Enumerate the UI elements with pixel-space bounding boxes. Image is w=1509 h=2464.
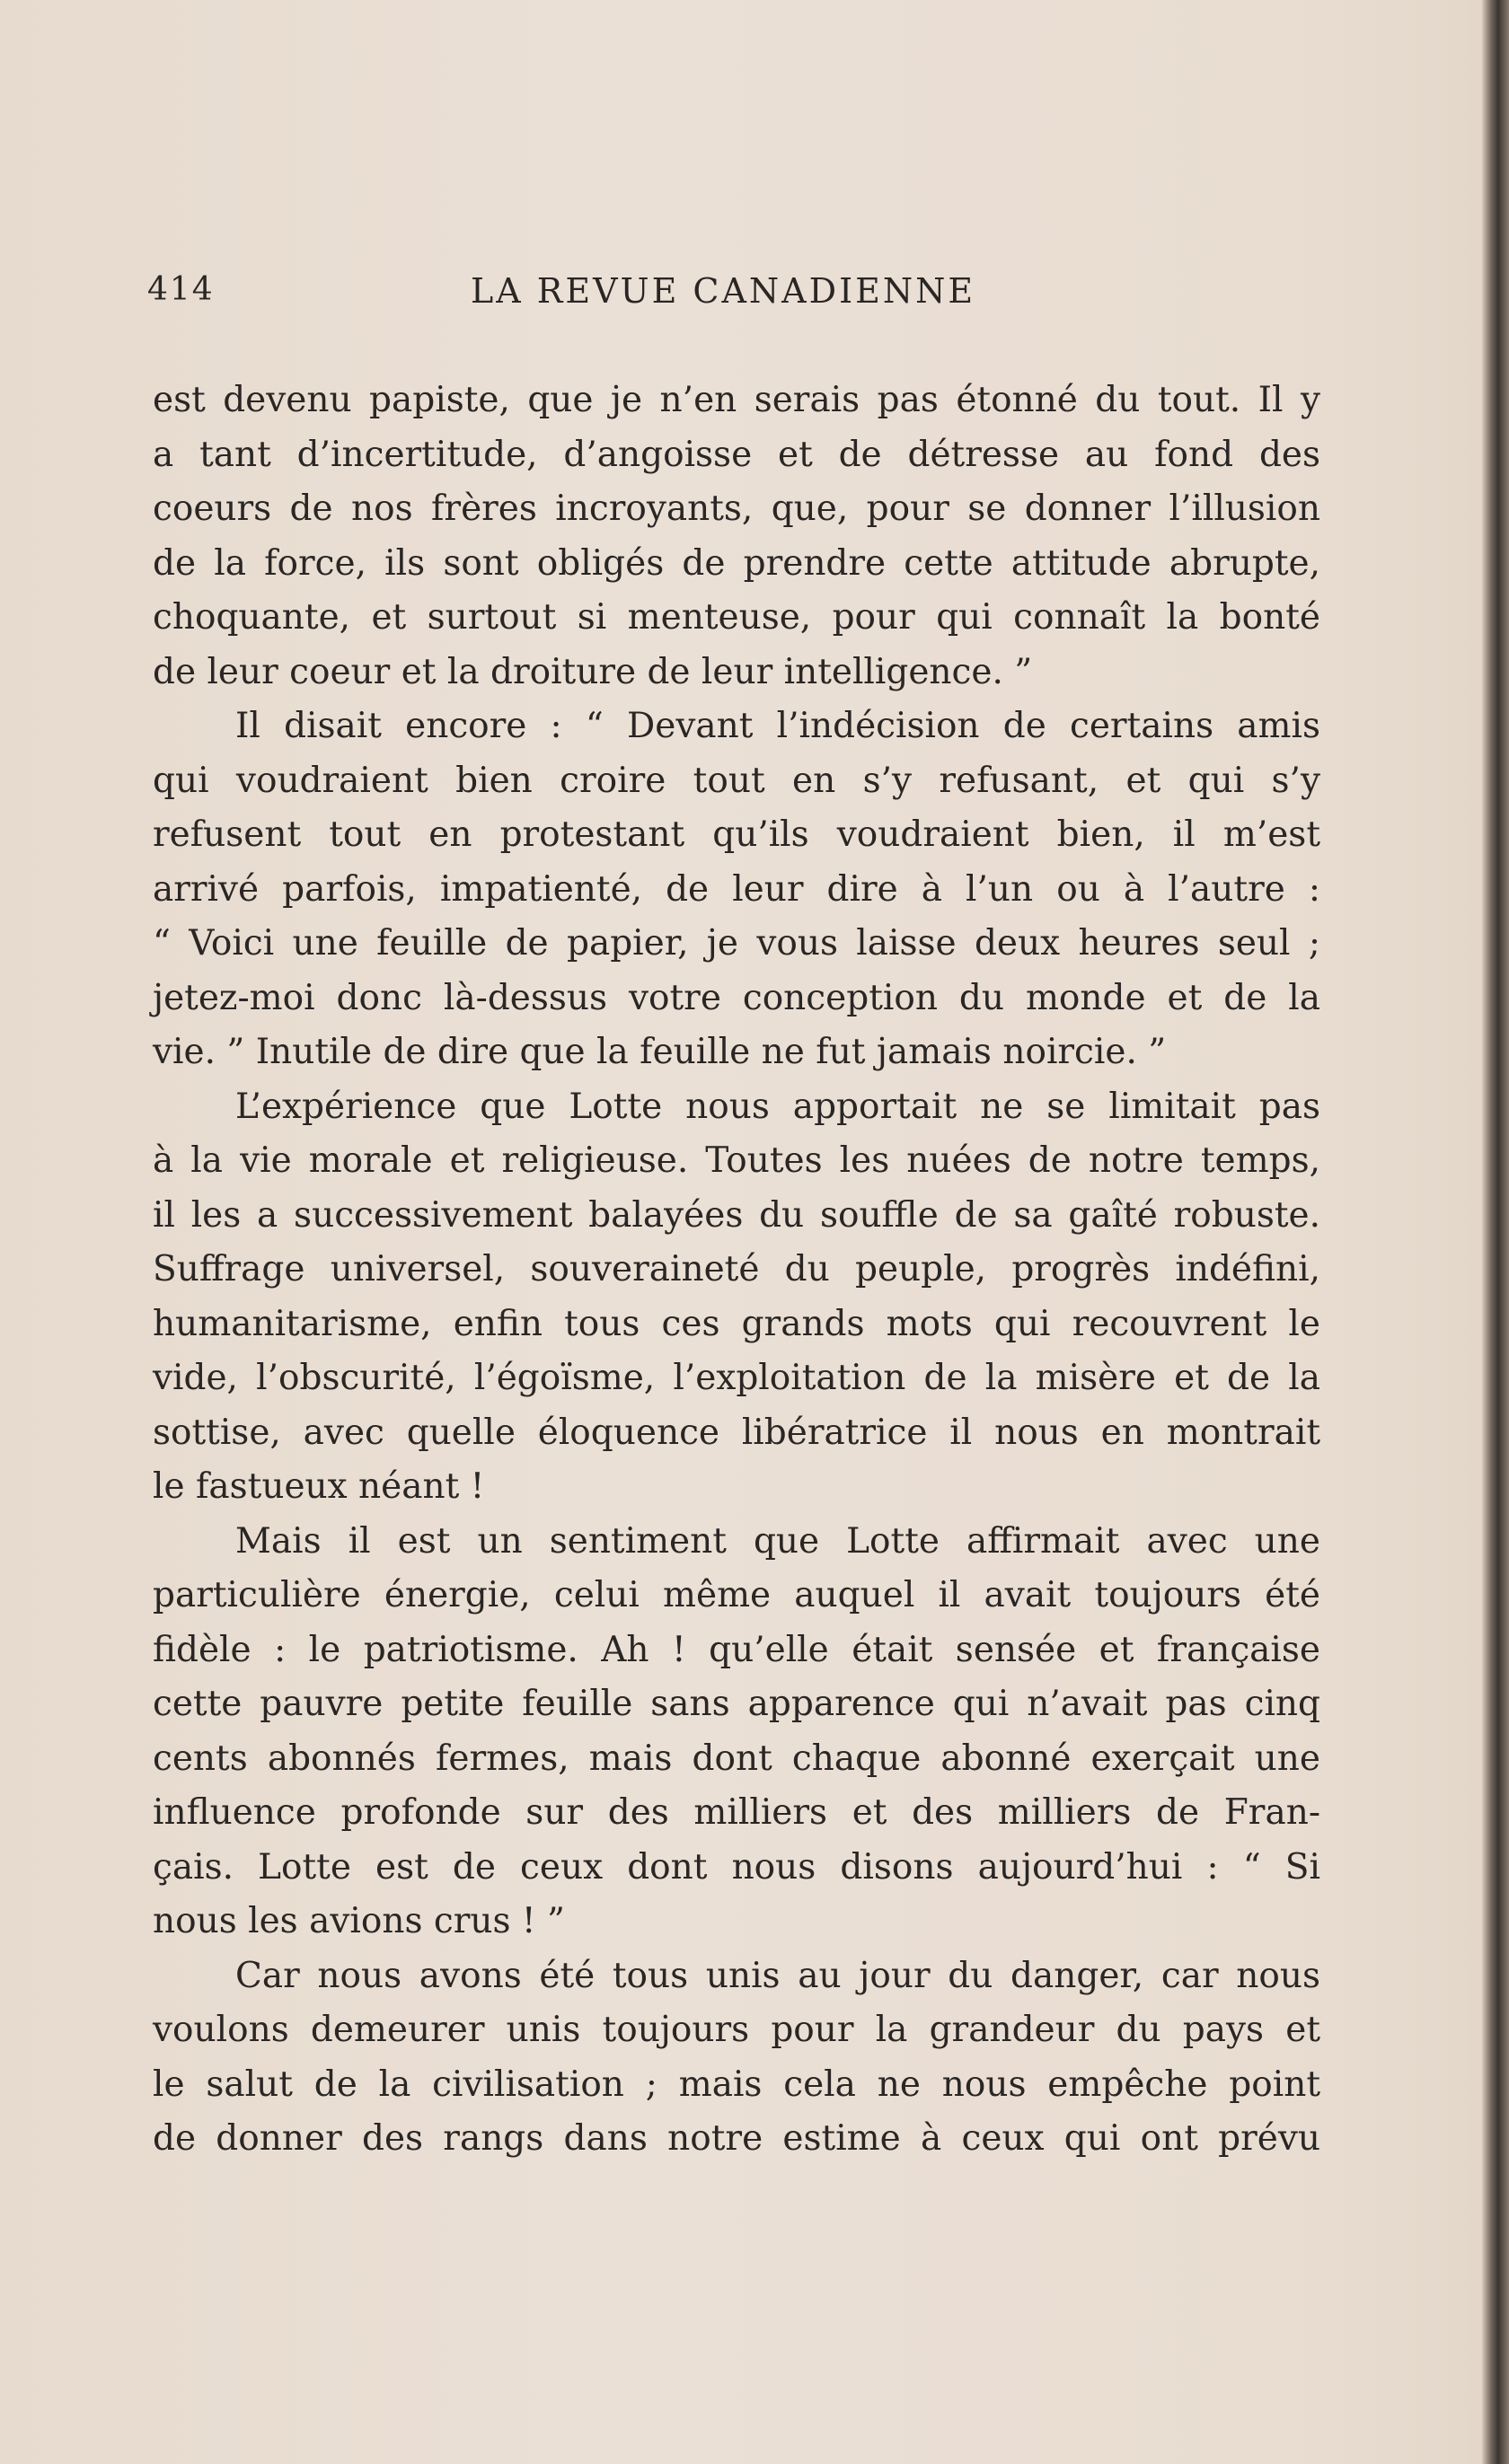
text-line: jetez-moi donc là-dessus votre conception du monde et de la bbox=[153, 977, 1320, 1018]
text-line: refusent tout en protestant qu’ils voudraient bien, il m’est bbox=[153, 814, 1320, 855]
text-line: Suffrage universel, souveraineté du peuple, progrès indéfini, bbox=[153, 1249, 1320, 1289]
text-line: arrivé parfois, impatienté, de leur dire à l’un ou à l’autre : bbox=[153, 868, 1320, 910]
text-line: le salut de la civilisation ; mais cela ne nous empêche point bbox=[153, 2064, 1320, 2105]
text-line: est devenu papiste, que je n’en serais pas étonné du tout. Il y bbox=[153, 380, 1320, 420]
paragraph-start-line: Il disait encore : “ Devant l’indécision de certains amis bbox=[235, 706, 1320, 746]
text-line: vie. ” Inutile de dire que la feuille ne fut jamais noircie. ” bbox=[153, 1032, 1167, 1072]
text-line: de donner des rangs dans notre estime à ceux qui ont prévu bbox=[153, 2118, 1320, 2159]
paragraph-start-line: L’expérience que Lotte nous apportait ne se limitait pas bbox=[235, 1086, 1320, 1127]
text-line: le fastueux néant ! bbox=[153, 1466, 485, 1507]
text-line: choquante, et surtout si menteuse, pour qui connaît la bonté bbox=[153, 597, 1320, 638]
text-line: influence profonde sur des milliers et des milliers de Fran- bbox=[153, 1792, 1320, 1833]
text-line: nous les avions crus ! ” bbox=[153, 1901, 565, 1941]
text-line: cents abonnés fermes, mais dont chaque abonné exerçait une bbox=[153, 1738, 1320, 1779]
text-line: sottise, avec quelle éloquence libératrice il nous en montrait bbox=[153, 1412, 1320, 1453]
text-line: voulons demeurer unis toujours pour la grandeur du pays et bbox=[153, 2010, 1320, 2050]
text-line: vide, l’obscurité, l’égoïsme, l’exploitation de la misère et de la bbox=[153, 1358, 1320, 1398]
running-head bbox=[147, 266, 1342, 320]
text-line: particulière énergie, celui même auquel il avait toujours été bbox=[153, 1575, 1320, 1615]
text-line: cette pauvre petite feuille sans apparence qui n’avait pas cinq bbox=[153, 1684, 1320, 1724]
text-line: “ Voici une feuille de papier, je vous laisse deux heures seul ; bbox=[153, 923, 1320, 964]
journal-title: LA REVUE CANADIENNE bbox=[471, 271, 976, 311]
body-text bbox=[153, 374, 1320, 2167]
text-line: humanitarisme, enfin tous ces grands mots qui recouvrent le bbox=[153, 1303, 1320, 1344]
text-line: il les a successivement balayées du souffle de sa gaîté robuste. bbox=[153, 1194, 1320, 1236]
text-line: qui voudraient bien croire tout en s’y refusant, et qui s’y bbox=[153, 760, 1320, 801]
text-line: a tant d’incertitude, d’angoisse et de détresse au fond des bbox=[153, 434, 1320, 475]
page-number: 414 bbox=[147, 271, 215, 308]
text-line: fidèle : le patriotisme. Ah ! qu’elle était sensée et française bbox=[153, 1629, 1320, 1670]
text-line: de leur coeur et la droiture de leur intelligence. ” bbox=[153, 651, 1033, 692]
page-binding-edge bbox=[1482, 0, 1509, 2464]
text-line: de la force, ils sont obligés de prendre cette attitude abrupte, bbox=[153, 542, 1320, 584]
paragraph-start-line: Mais il est un sentiment que Lotte affirmait avec une bbox=[235, 1520, 1320, 1562]
text-line: à la vie morale et religieuse. Toutes les nuées de notre temps, bbox=[153, 1140, 1320, 1181]
paragraph-start-line: Car nous avons été tous unis au jour du danger, car nous bbox=[235, 1955, 1320, 1996]
text-line: çais. Lotte est de ceux dont nous disons aujourd’hui : “ Si bbox=[153, 1846, 1320, 1888]
text-line: coeurs de nos frères incroyants, que, pour se donner l’illusion bbox=[153, 488, 1320, 529]
